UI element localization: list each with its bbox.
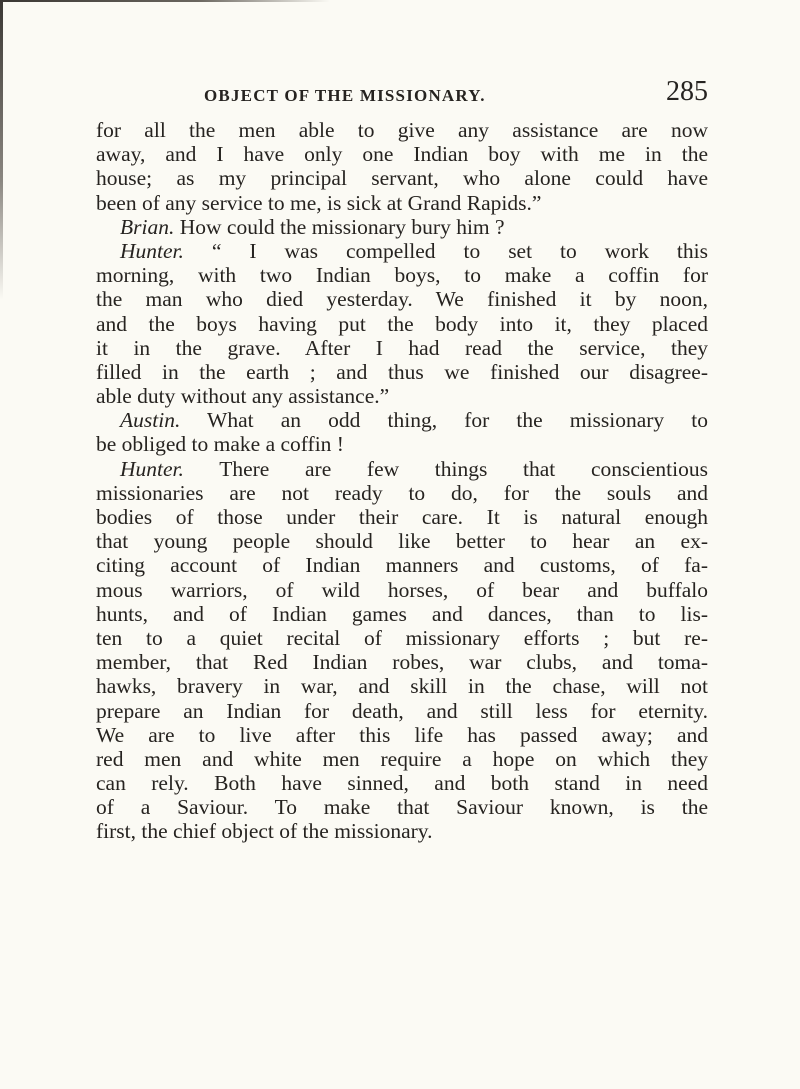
text-line bbox=[96, 626, 708, 650]
line-text: house; as my principal servant, who alone could have bbox=[96, 166, 708, 191]
line-text: of a Saviour. To make that Saviour known, is the bbox=[96, 795, 708, 820]
line-text: morning, with two Indian boys, to make a coffin for bbox=[96, 263, 708, 288]
text-line bbox=[96, 336, 708, 360]
line-text: hawks, bravery in war, and skill in the chase, will not bbox=[96, 674, 708, 699]
text-line bbox=[96, 602, 708, 626]
text-line bbox=[96, 650, 708, 674]
text-line bbox=[96, 263, 708, 287]
body-text bbox=[96, 118, 708, 844]
line-text: first, the chief object of the missionary. bbox=[96, 819, 433, 844]
line-text: citing account of Indian manners and customs, of fa- bbox=[96, 553, 708, 578]
text-line bbox=[96, 191, 708, 215]
text-line bbox=[96, 771, 708, 795]
line-text: and the boys having put the body into it, they placed bbox=[96, 311, 708, 336]
line-text: able duty without any assistance.” bbox=[96, 384, 390, 409]
line-text: What an odd thing, for the missionary to bbox=[180, 408, 708, 433]
line-text: it in the grave. After I had read the service, they bbox=[96, 335, 708, 360]
text-line bbox=[96, 529, 708, 553]
line-text: missionaries are not ready to do, for the souls and bbox=[96, 480, 708, 505]
page-number: 285 bbox=[666, 76, 708, 107]
line-text: filled in the earth ; and thus we finished our disagree- bbox=[96, 359, 708, 384]
speaker-name: Hunter. bbox=[120, 238, 184, 263]
text-line bbox=[96, 674, 708, 698]
line-text: hunts, and of Indian games and dances, than to lis- bbox=[96, 601, 708, 626]
page-edge-rule bbox=[0, 0, 3, 300]
line-text: ten to a quiet recital of missionary efforts ; but re- bbox=[96, 625, 708, 650]
text-line bbox=[96, 578, 708, 602]
line-text: been of any service to me, is sick at Grand Rapids.” bbox=[96, 190, 542, 215]
text-line bbox=[96, 118, 708, 142]
page-top-rule bbox=[0, 0, 330, 2]
text-line bbox=[96, 505, 708, 529]
text-line bbox=[96, 432, 708, 456]
line-text: away, and I have only one Indian boy with me in the bbox=[96, 142, 708, 167]
text-line bbox=[96, 384, 708, 408]
line-text: that young people should like better to hear an ex- bbox=[96, 529, 708, 554]
running-head-title: OBJECT OF THE MISSIONARY. bbox=[204, 86, 486, 105]
text-line bbox=[96, 166, 708, 190]
text-line bbox=[96, 215, 708, 239]
text-line bbox=[96, 723, 708, 747]
line-text: red men and white men require a hope on which they bbox=[96, 746, 708, 771]
text-line bbox=[96, 287, 708, 311]
line-text: be obliged to make a coffin ! bbox=[96, 432, 344, 457]
line-text: “ I was compelled to set to work this bbox=[183, 238, 708, 263]
speaker-name: Brian. bbox=[120, 214, 175, 239]
line-text: bodies of those under their care. It is natural enough bbox=[96, 505, 708, 529]
line-text: can rely. Both have sinned, and both stand in need bbox=[96, 771, 708, 796]
speaker-name: Hunter. bbox=[120, 456, 184, 481]
text-line bbox=[96, 481, 708, 505]
text-line bbox=[96, 553, 708, 577]
text-line bbox=[96, 408, 708, 432]
text-line bbox=[96, 239, 708, 263]
text-line bbox=[96, 142, 708, 166]
line-text: There are few things that conscientious bbox=[183, 456, 708, 481]
line-text: We are to live after this life has passed away; and bbox=[96, 722, 708, 747]
line-text: prepare an Indian for death, and still less for eternity. bbox=[96, 698, 708, 723]
text-line bbox=[96, 795, 708, 819]
text-line bbox=[96, 819, 708, 843]
text-line bbox=[96, 360, 708, 384]
line-text: mous warriors, of wild horses, of bear and buffalo bbox=[96, 577, 708, 602]
text-line bbox=[96, 312, 708, 336]
line-text: for all the men able to give any assistance are now bbox=[96, 118, 708, 142]
speaker-name: Austin. bbox=[120, 408, 181, 433]
running-head bbox=[96, 76, 708, 108]
text-line bbox=[96, 457, 708, 481]
line-text: How could the missionary bury him ? bbox=[174, 214, 505, 239]
line-text: the man who died yesterday. We finished it by noon, bbox=[96, 287, 708, 312]
text-line bbox=[96, 747, 708, 771]
text-line bbox=[96, 699, 708, 723]
line-text: member, that Red Indian robes, war clubs, and toma- bbox=[96, 650, 708, 675]
